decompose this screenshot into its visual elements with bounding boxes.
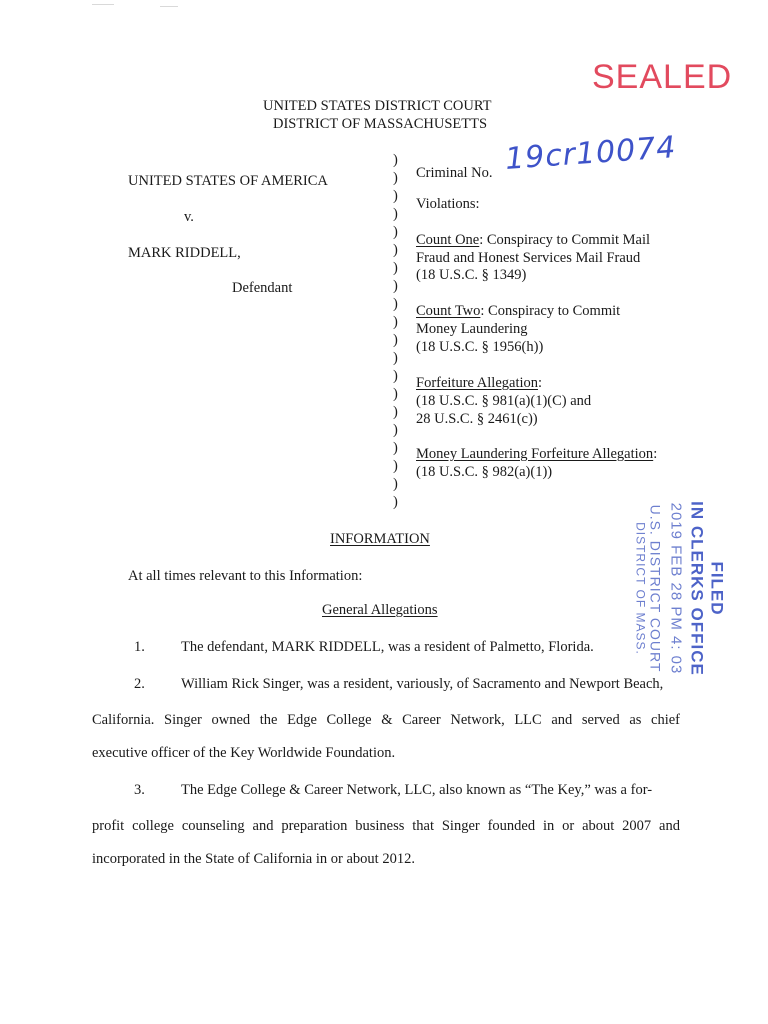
paragraph-3-number: 3.	[134, 782, 145, 798]
count-one	[416, 232, 650, 249]
paragraph-1-text: The defendant, MARK RIDDELL, was a resident of Palmetto, Florida.	[181, 639, 594, 655]
count-one-desc: : Conspiracy to Commit Mail	[479, 232, 651, 248]
filed-stamp-line-2: IN CLERKS OFFICE	[687, 501, 707, 676]
ml-forfeiture-title: Money Laundering Forfeiture Allegation	[416, 446, 654, 462]
filed-stamp-line-1: FILED	[707, 561, 727, 616]
defendant-role: Defendant	[232, 280, 293, 296]
court-district: DISTRICT OF MASSACHUSETTS	[273, 116, 488, 132]
information-title: INFORMATION	[330, 531, 430, 547]
forfeiture-allegation: Forfeiture Allegation:	[416, 375, 543, 391]
paragraph-2-number: 2.	[134, 676, 145, 692]
ml-forfeiture-allegation: Money Laundering Forfeiture Allegation:	[416, 446, 658, 462]
versus: v.	[184, 209, 194, 225]
plaintiff-name: UNITED STATES OF AMERICA	[128, 173, 328, 189]
count-two	[416, 303, 620, 320]
intro-text: At all times relevant to this Information:	[128, 568, 363, 584]
scan-mark-right	[160, 6, 178, 7]
scan-mark-left	[92, 4, 114, 5]
count-one-cite: (18 U.S.C. § 1349)	[416, 267, 527, 283]
count-two-cite: (18 U.S.C. § 1956(h))	[416, 339, 544, 355]
filed-stamp-line-4: U.S. DISTRICT COURT	[647, 504, 664, 673]
criminal-no-label: Criminal No.	[416, 165, 493, 181]
paragraph-2-line-2: California. Singer owned the Edge College & Career Network, LLC and served as chief	[92, 712, 680, 728]
forfeiture-title: Forfeiture Allegation	[416, 375, 539, 391]
count-two-desc-2: Money Laundering	[416, 321, 528, 337]
paragraph-1-number: 1.	[134, 639, 145, 655]
count-one-title: Count One	[416, 232, 480, 248]
ml-forfeiture-cite: (18 U.S.C. § 982(a)(1))	[416, 464, 553, 480]
filed-stamp-line-3: 2019 FEB 28 PM 4: 03	[667, 502, 685, 675]
paragraph-3-line-1: The Edge College & Career Network, LLC, also known as “The Key,” was a for-	[181, 782, 653, 798]
count-two-desc: : Conspiracy to Commit	[480, 303, 621, 319]
forfeiture-cite-2: 28 U.S.C. § 2461(c))	[416, 411, 538, 427]
defendant-name: MARK RIDDELL,	[128, 245, 241, 261]
general-allegations-heading: General Allegations	[322, 602, 438, 618]
paragraph-2-line-1: William Rick Singer, was a resident, variously, of Sacramento and Newport Beach,	[181, 676, 664, 692]
count-two-title: Count Two	[416, 303, 481, 319]
forfeiture-cite-1: (18 U.S.C. § 981(a)(1)(C) and	[416, 393, 592, 409]
filed-stamp	[634, 439, 727, 739]
violations-heading: Violations:	[416, 196, 480, 212]
count-one-desc-2: Fraud and Honest Services Mail Fraud	[416, 250, 641, 266]
court-name: UNITED STATES DISTRICT COURT	[263, 98, 492, 114]
sealed-stamp: SEALED	[592, 58, 733, 96]
handwritten-case-number: 19cr10074	[503, 130, 678, 177]
paragraph-3-line-2: profit college counseling and preparation business that Singer founded in or about 2007 and	[92, 818, 680, 834]
paragraph-2-line-3: executive officer of the Key Worldwide Foundation.	[92, 745, 396, 761]
paragraph-3-line-3: incorporated in the State of California in or about 2012.	[92, 851, 415, 867]
filed-stamp-line-5: DISTRICT OF MASS.	[633, 522, 648, 655]
